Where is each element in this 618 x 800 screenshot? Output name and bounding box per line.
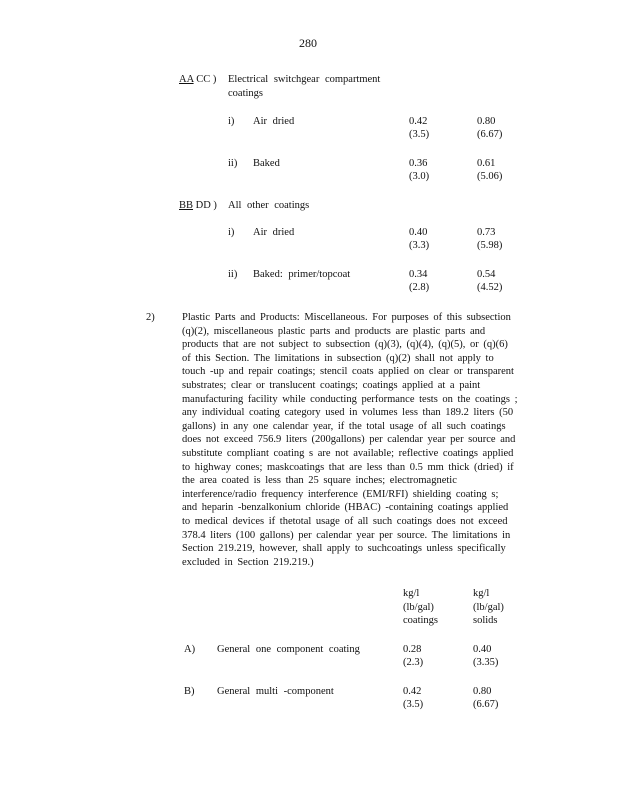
row-value: (4.52) — [477, 282, 503, 293]
header-line: (lb/gal) — [473, 601, 504, 613]
paragraph-line: products that are not subject to subsection (q)(3), (q)(4), (q)(5), or (q)(6) — [182, 339, 508, 351]
header-line: coatings — [403, 615, 438, 627]
row-name: General multi -component — [217, 686, 334, 697]
marker-old: CC ) — [196, 74, 217, 85]
paragraph-line: interference/radio frequency interference (EMI/RFI) shielding coating s; — [182, 488, 499, 500]
paragraph-line: to highway cones; maskcoatings that are less than 0.5 mm thick (dried) if — [182, 461, 514, 473]
column-header-coatings — [403, 587, 438, 628]
row-value: 0.40 — [409, 227, 428, 238]
paragraph-line: any individual coating category used in volumes less than 189.2 liters (50 — [182, 407, 514, 419]
row-label: ii) — [228, 158, 238, 169]
row-label: i) — [228, 116, 235, 127]
row-label: A) — [184, 644, 196, 655]
paragraph-line: substrates; clear or translucent coatings; coatings applied at a paint — [182, 379, 481, 391]
paragraph-line: manufacturing facility while conducting performance tests on the coatings ; — [182, 393, 518, 405]
page-number: 280 — [299, 36, 317, 50]
row-value: (3.0) — [409, 171, 430, 182]
paragraph-line: substitute compliant coating s are not available; reflective coatings applied — [182, 447, 514, 459]
paragraph-line: to medical devices if thetotal usage of all such coatings does not exceed — [182, 515, 508, 527]
row-label: i) — [228, 227, 235, 238]
marker-new: BB — [179, 200, 194, 211]
row-value: (2.3) — [403, 657, 424, 668]
row-value: 0.80 — [473, 686, 492, 697]
row-value: 0.34 — [409, 269, 428, 280]
row-value: 0.80 — [477, 116, 496, 127]
row-name: Baked: primer/topcoat — [253, 269, 351, 280]
paragraph-line: does not exceed 756.9 liters (200gallons) per calendar year per source and — [182, 434, 516, 446]
paragraph-line: (q)(2), miscellaneous plastic parts and products are plastic parts and — [182, 325, 486, 337]
row-value: 0.36 — [409, 158, 428, 169]
paragraph-line: excluded in Section 219.219.) — [182, 556, 314, 568]
row-value: 0.73 — [477, 227, 496, 238]
row-value: 0.42 — [403, 686, 422, 697]
row-value: 0.61 — [477, 158, 496, 169]
row-name: Baked — [253, 158, 280, 169]
row-value: (3.5) — [403, 699, 424, 710]
header-line: solids — [473, 615, 498, 627]
paragraph-line: 378.4 liters (100 gallons) per calendar year per source. The limitations in — [182, 529, 511, 541]
row-label: B) — [184, 686, 195, 697]
section-bb-marker — [179, 199, 217, 213]
paragraph-line: Plastic Parts and Products: Miscellaneous. For purposes of this subsection — [182, 312, 511, 323]
marker-new: AA — [179, 74, 194, 85]
column-header-solids — [473, 587, 504, 628]
row-value: (2.8) — [409, 282, 430, 293]
header-line: (lb/gal) — [403, 601, 434, 613]
marker-old: DD ) — [195, 200, 217, 211]
row-value: (6.67) — [477, 129, 503, 140]
row-value: 0.28 — [403, 644, 422, 655]
paragraph-line: and heparin -benzalkonium chloride (HBAC) -containing coatings applied — [182, 502, 509, 514]
item-number: 2) — [146, 312, 155, 323]
row-value: (3.5) — [409, 129, 430, 140]
row-value: (6.67) — [473, 699, 499, 710]
paragraph-line: Section 219.219, however, shall apply to suchcoatings unless specifically — [182, 543, 506, 555]
row-value: (3.3) — [409, 240, 430, 251]
section-aa-marker — [179, 73, 216, 87]
row-value: (5.98) — [477, 240, 503, 251]
paragraph-line: the area coated is less than 25 square inches; electromagnetic — [182, 475, 457, 487]
paragraph-line: touch -up and repair coatings; stencil coats applied on clear or transparent — [182, 366, 514, 378]
section-aa-title-1: Electrical switchgear compartment — [228, 74, 381, 85]
paragraph-line: of this Section. The limitations in subsection (q)(2) shall not apply to — [182, 352, 494, 364]
header-line: kg/l — [403, 588, 420, 599]
item2-paragraph — [182, 311, 540, 569]
section-aa-title-2: coatings — [228, 88, 263, 99]
header-line: kg/l — [473, 588, 490, 599]
row-name: General one component coating — [217, 644, 360, 655]
row-value: 0.42 — [409, 116, 428, 127]
paragraph-line: gallons) in any one calendar year, if the total usage of all such coatings — [182, 420, 506, 432]
row-name: Air dried — [253, 116, 295, 127]
row-label: ii) — [228, 269, 238, 280]
row-value: (3.35) — [473, 657, 499, 668]
section-bb-title: All other coatings — [228, 200, 310, 211]
row-value: (5.06) — [477, 171, 503, 182]
row-value: 0.54 — [477, 269, 496, 280]
row-value: 0.40 — [473, 644, 492, 655]
row-name: Air dried — [253, 227, 295, 238]
